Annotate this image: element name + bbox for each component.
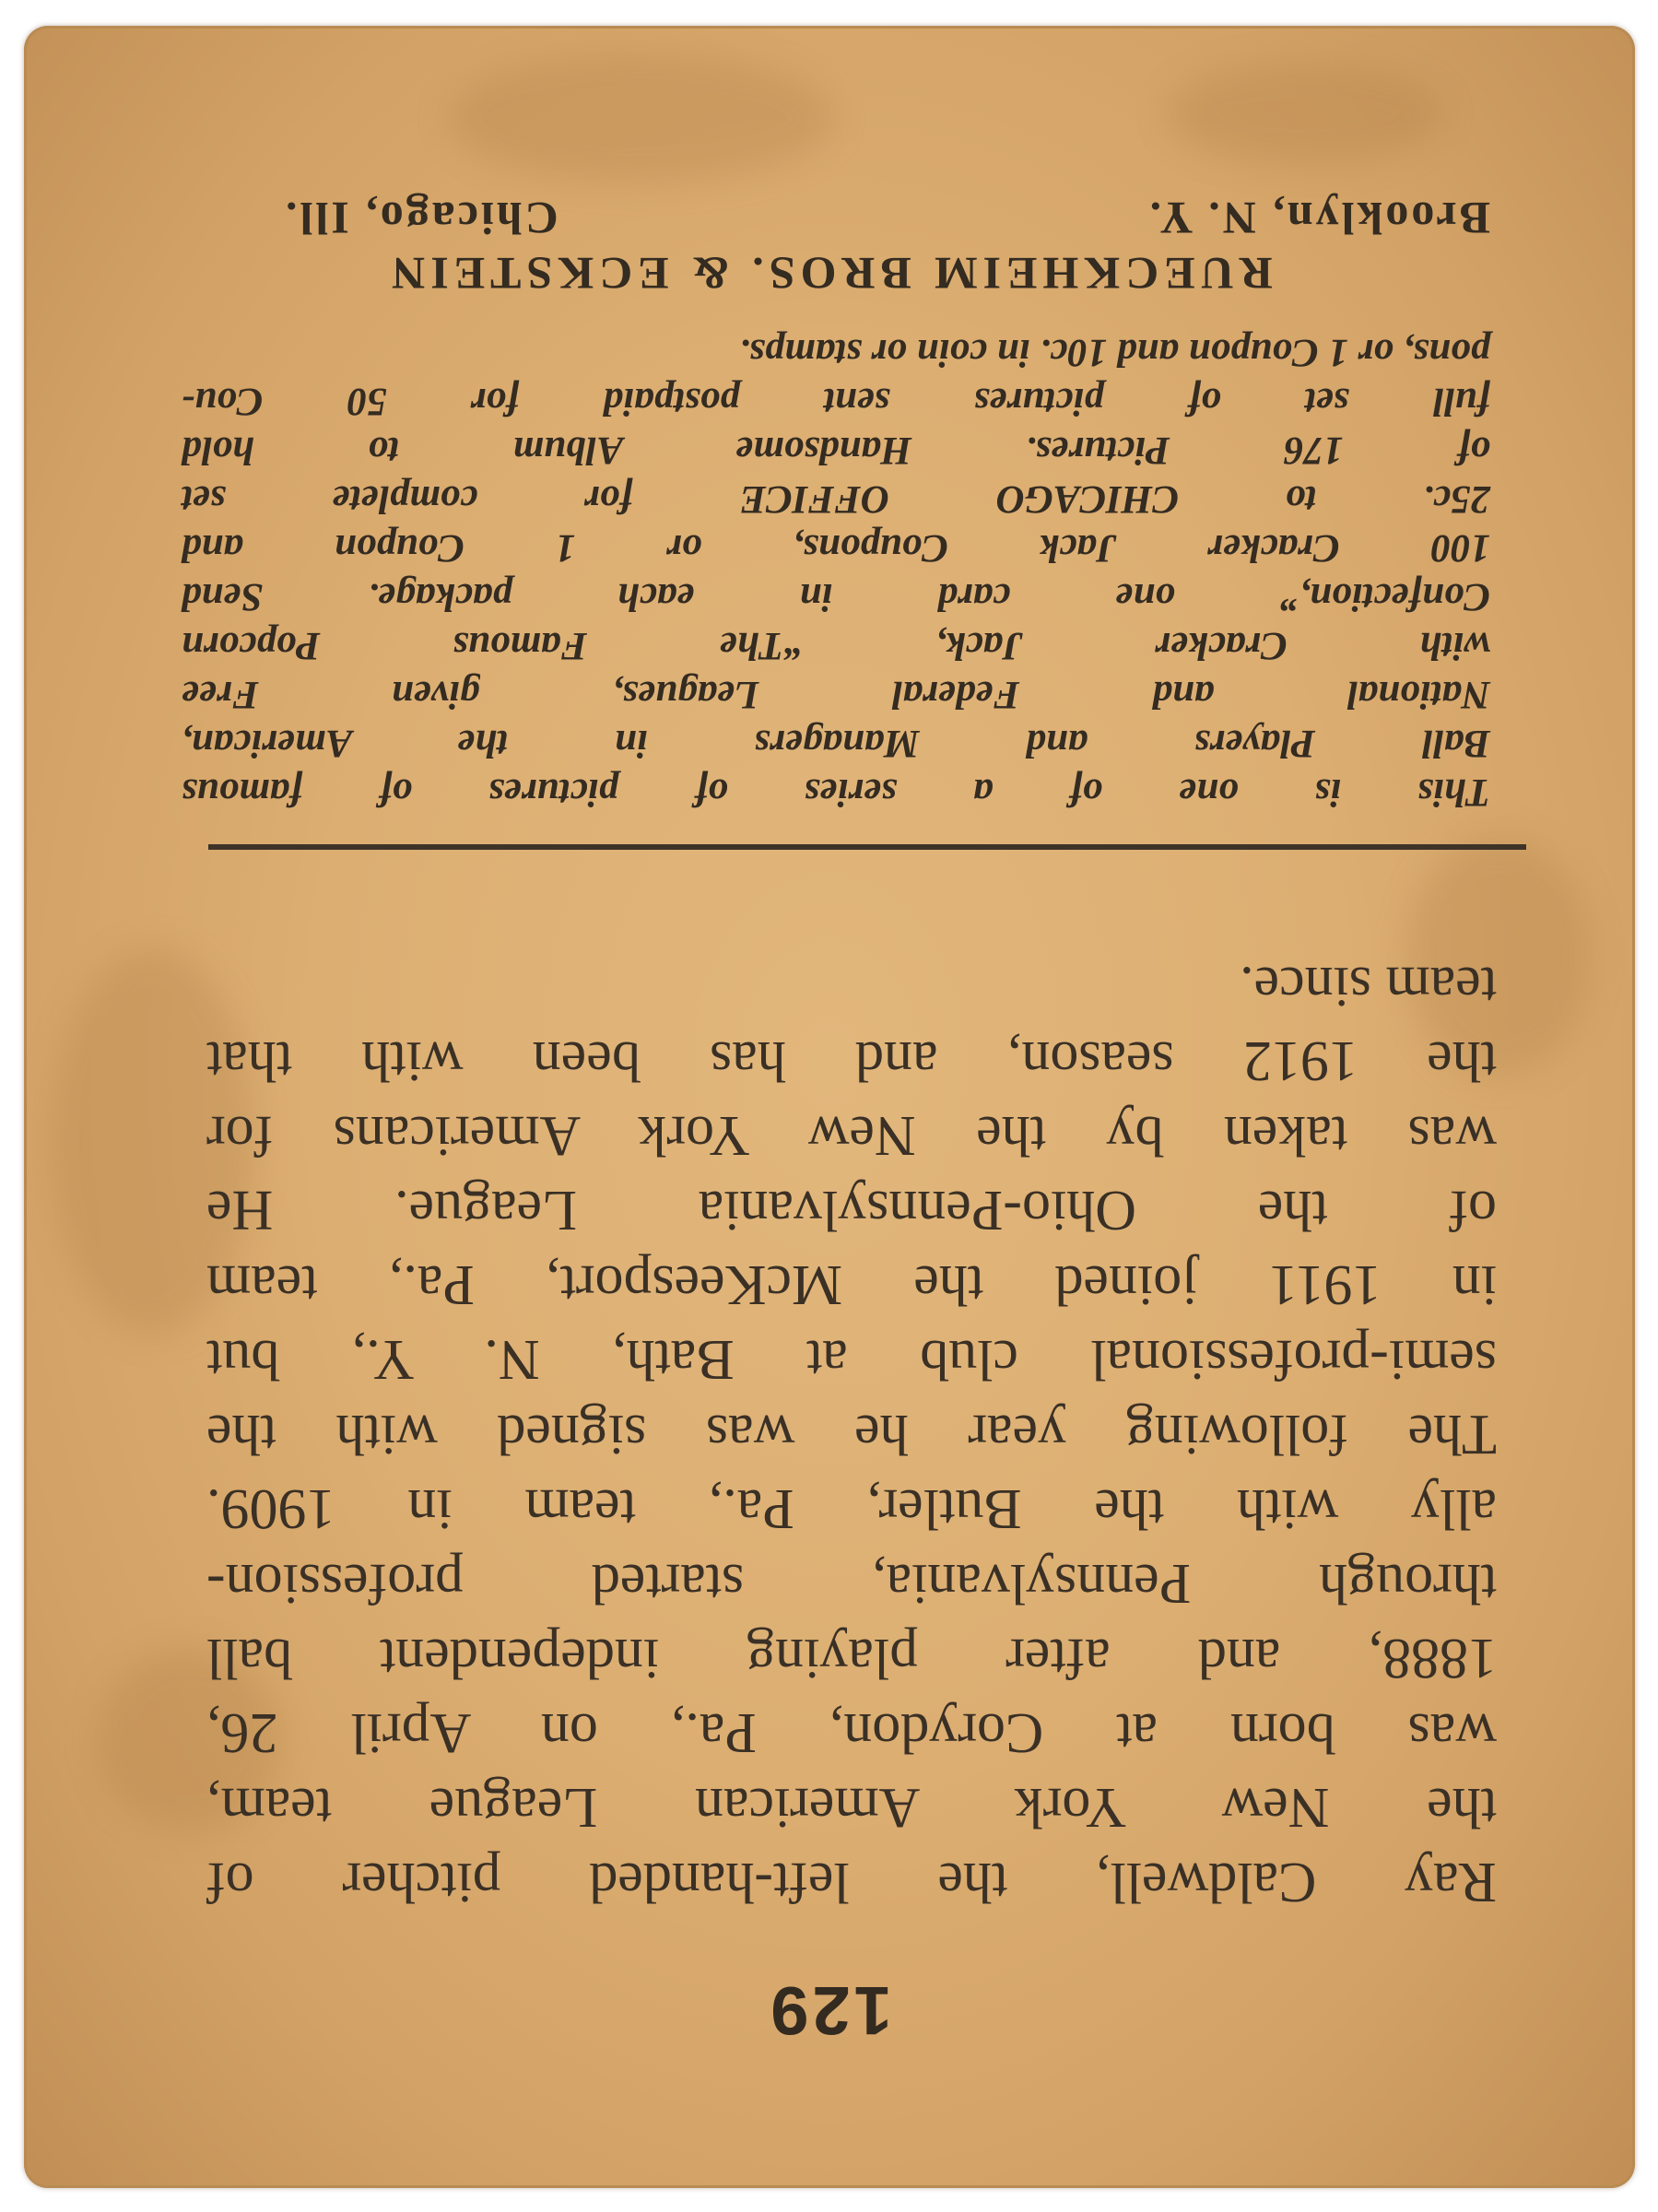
promo-line: with Cracker Jack, “The Famous Popcorn bbox=[182, 624, 1490, 667]
bio-line: 1888, and after playing independent ball bbox=[206, 1627, 1497, 1689]
promo-text bbox=[182, 328, 1490, 817]
bio-line: semi-professional club at Bath, N. Y., but bbox=[206, 1328, 1497, 1391]
promo-line: pons, or 1 Coupon and 10c. in coin or stamps. bbox=[739, 331, 1490, 374]
bio-line: was born at Corydon, Pa., on April 26, bbox=[206, 1701, 1497, 1764]
bio-line: ally with the Butler, Pa., team in 1909. bbox=[206, 1477, 1497, 1540]
bio-line: of the Ohio-Pennsylvania League. He bbox=[206, 1179, 1497, 1241]
promo-line: 25c. to CHICAGO OFFICE for complete set bbox=[182, 477, 1490, 521]
bio-line: The following year he was signed with the bbox=[206, 1403, 1497, 1465]
card-back bbox=[24, 26, 1635, 2188]
bio-line: the New York American League team, bbox=[206, 1776, 1497, 1839]
promo-line: 100 Cracker Jack Coupons, or 1 Coupon and bbox=[182, 526, 1490, 570]
bio-line: Ray Caldwell, the left-handed pitcher of bbox=[206, 1851, 1497, 1913]
bio-line: through Pennsylvania, started profession- bbox=[206, 1552, 1497, 1615]
city-chicago: Chicago, Ill. bbox=[283, 193, 559, 244]
company-name: RUECKHEIM BROS. & ECKSTEIN bbox=[386, 248, 1273, 300]
promo-line: Ball Players and Managers in the American, bbox=[182, 722, 1490, 765]
bio-line: team since. bbox=[1240, 955, 1497, 1018]
card-number: 129 bbox=[767, 1972, 892, 2049]
bio-line: in 1911 joined the McKeesport, Pa., team bbox=[206, 1253, 1497, 1316]
divider-rule bbox=[208, 844, 1526, 850]
promo-line: This is one of a series of pictures of famous bbox=[182, 771, 1490, 814]
bio-line: the 1912 season, and has been with that bbox=[206, 1030, 1497, 1092]
bio-line: was taken by the New York Americans for bbox=[206, 1104, 1497, 1167]
promo-line: Confection,” one card in each package. Send bbox=[182, 575, 1490, 618]
player-biography bbox=[206, 948, 1497, 1919]
city-brooklyn: Brooklyn, N. Y. bbox=[1146, 193, 1490, 244]
card-text-rotated bbox=[24, 26, 1635, 2188]
promo-line: National and Federal Leagues, given Free bbox=[182, 673, 1490, 716]
promo-line: of 176 Pictures. Handsome Album to hold bbox=[182, 429, 1490, 472]
promo-line: full set of pictures sent postpaid for 50 Cou- bbox=[182, 380, 1490, 423]
